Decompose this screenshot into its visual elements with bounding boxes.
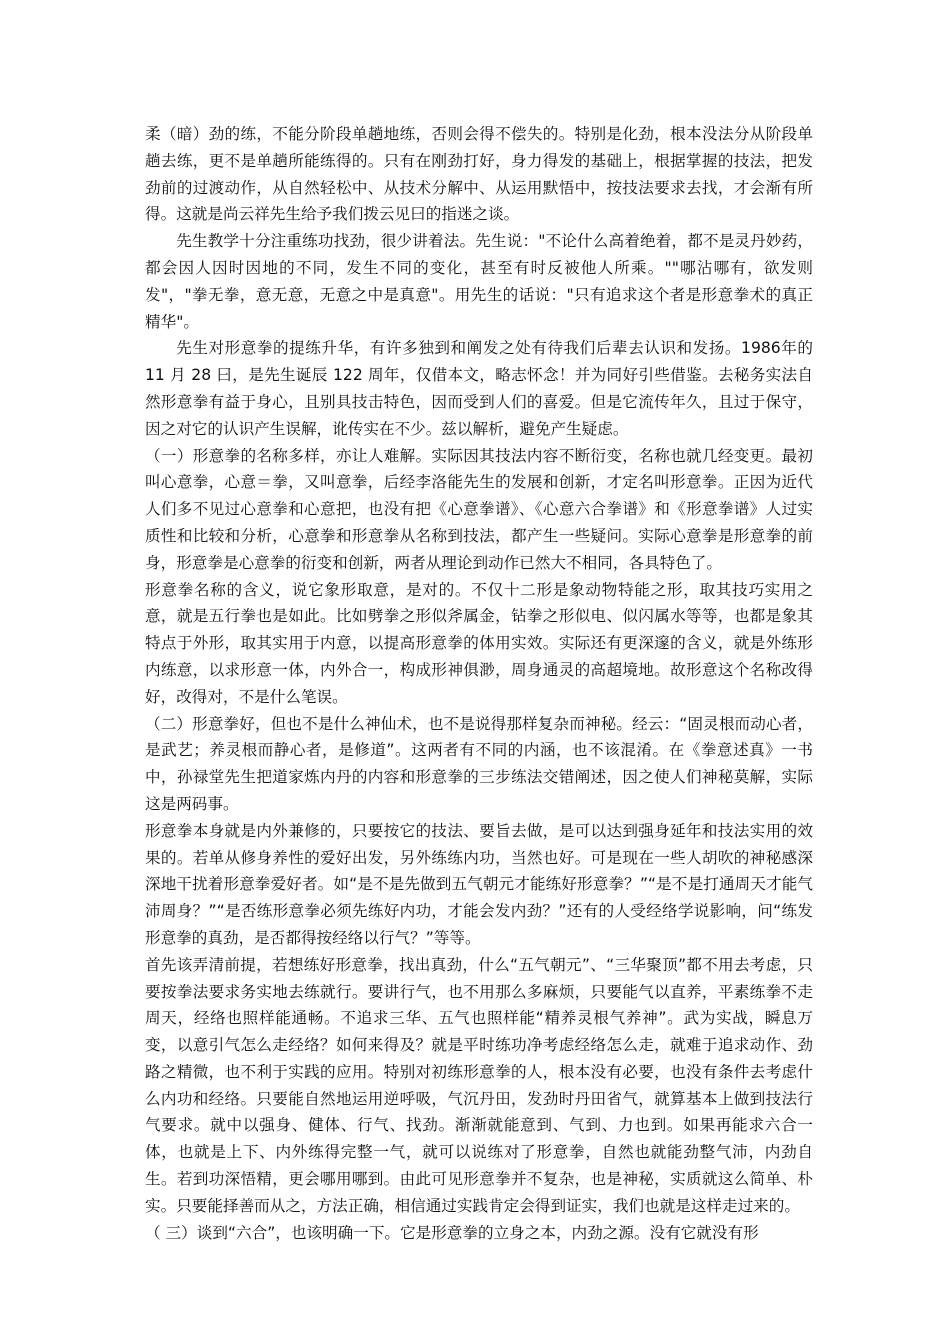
paragraph-9: （ 三）谈到“六合”，也该明确一下。它是形意拳的立身之本，内劲之源。没有它就没有形 [145, 1223, 759, 1242]
paragraph-2: 先生教学十分注重练功找劲，很少讲着法。先生说："不论什么高着绝着，都不是灵丹妙药，都会因人因时因地的不同，发生不同的变化，甚至有时反被他人所乘。""哪沾哪有，欲发则发"，"拳无拳，意无意，无意之中是真意"。用先生的话说："只有追求这个者是形意拳术的真正精华"。 [145, 232, 813, 331]
paragraph-6: （二）形意拳好，但也不是什么神仙术，也不是说得那样复杂而神秘。经云：“固灵根而动心者，是武艺；养灵根而静心者，是修道”。这两者有不同的内涵，也不该混淆。在《拳意述真》一书中，孙禄堂先生把道家炼内丹的内容和形意拳的三步练法交错阐述，因之使人们神秘莫解，实际这是两码事。 [145, 714, 813, 813]
paragraph-5: 形意拳名称的含义，说它象形取意，是对的。不仅十二形是象动物特能之形，取其技巧实用之意，就是五行拳也是如此。比如劈拳之形似斧属金，钻拳之形似电、似闪属水等等，也都是象其特点于外形，取其实用于内意，以提高形意拳的体用实效。实际还有更深邃的含义，就是外练形内练意，以求形意一体，内外合一，构成形神俱渺，周身通灵的高超境地。故形意这个名称改得好，改得对，不是什么笔误。 [145, 580, 813, 706]
paragraph-3: 先生对形意拳的提练升华，有许多独到和阐发之处有待我们后辈去认识和发扬。1986年的 11 月 28 曰，是先生诞辰 122 周年，仅借本文，略志怀念！并为同好引些借鉴。去秘务实法自然形意拳有益于身心，且别具技击特色，因而受到人们的喜爱。但是它流传年久，且过于保守，因之对它的认识产生误解，讹传实在不少。兹以解析，避免产生疑虑。 [145, 339, 813, 438]
paragraph-4: （一）形意拳的名称多样，亦让人难解。实际因其技法内容不断衍变，名称也就几经变更。最初叫心意拳，心意＝拳，又叫意拳，后经李洛能先生的发展和创新，才定名叫形意拳。正因为近代人们多不见过心意拳和心意把，也没有把《心意拳谱》、《心意六合拳谱》和《形意拳谱》人过实质性和比较和分析，心意拳和形意拳从名称到技法，都产生一些疑问。实际心意拳是形意拳的前身，形意拳是心意拳的衍变和创新，两者从理论到动作已然大不相同，各具特色了。 [145, 446, 813, 572]
paragraph-7: 形意拳本身就是内外兼修的，只要按它的技法、要旨去做，是可以达到强身延年和技法实用的效果的。若单从修身养性的爱好出发，另外练练内功，当然也好。可是现在一些人胡吹的神秘感深深地干扰着形意拳爱好者。如“是不是先做到五气朝元才能练好形意拳？”“是不是打通周天才能气沛周身？”“是否练形意拳必须先练好内功，才能会发内劲？”还有的人受经络学说影响，问“练发形意拳的真劲，是否都得按经络以行气？”等等。 [145, 821, 813, 947]
document-body [145, 121, 813, 1246]
paragraph-1: 柔（暗）劲的练，不能分阶段单趟地练，否则会得不偿失的。特别是化劲，根本没法分从阶段单趟去练，更不是单趟所能练得的。只有在刚劲打好，身力得发的基础上，根据掌握的技法，把发劲前的过渡动作，从自然轻松中、从技术分解中、从运用默悟中，按技法要求去找，才会渐有所得。这就是尚云祥先生给予我们拨云见曰的指迷之谈。 [145, 125, 813, 224]
paragraph-8: 首先该弄清前提，若想练好形意拳，找出真劲，什么“五气朝元”、“三华聚顶”都不用去考虑，只要按拳法要求务实地去练就行。要讲行气，也不用那么多麻烦，只要能气以直养，平素练拳不走周天，经络也照样能通畅。不追求三华、五气也照样能“精养灵根气养神”。武为实战，瞬息万变，以意引气怎么走经络？如何来得及？就是平时练功净考虑经络怎么走，就难于追求动作、劲路之精微，也不利于实践的应用。特别对初练形意拳的人，根本没有必要，也没有条件去考虑什么内功和经络。只要能自然地运用逆呼吸，气沉丹田，发劲时丹田省气，就算基本上做到技法行气要求。就中以强身、健体、行气、找劲。渐渐就能意到、气到、力也到。如果再能求六合一体，也就是上下、内外练得完整一气，就可以说练对了形意拳，自然也就能劲整气沛，内劲自生。若到功深悟精，更会哪用哪到。由此可见形意拳并不复杂，也是神秘，实质就这么简单、朴实。只要能择善而从之，方法正确，相信通过实践肯定会得到证实，我们也就是这样走过来的。 [145, 955, 813, 1215]
